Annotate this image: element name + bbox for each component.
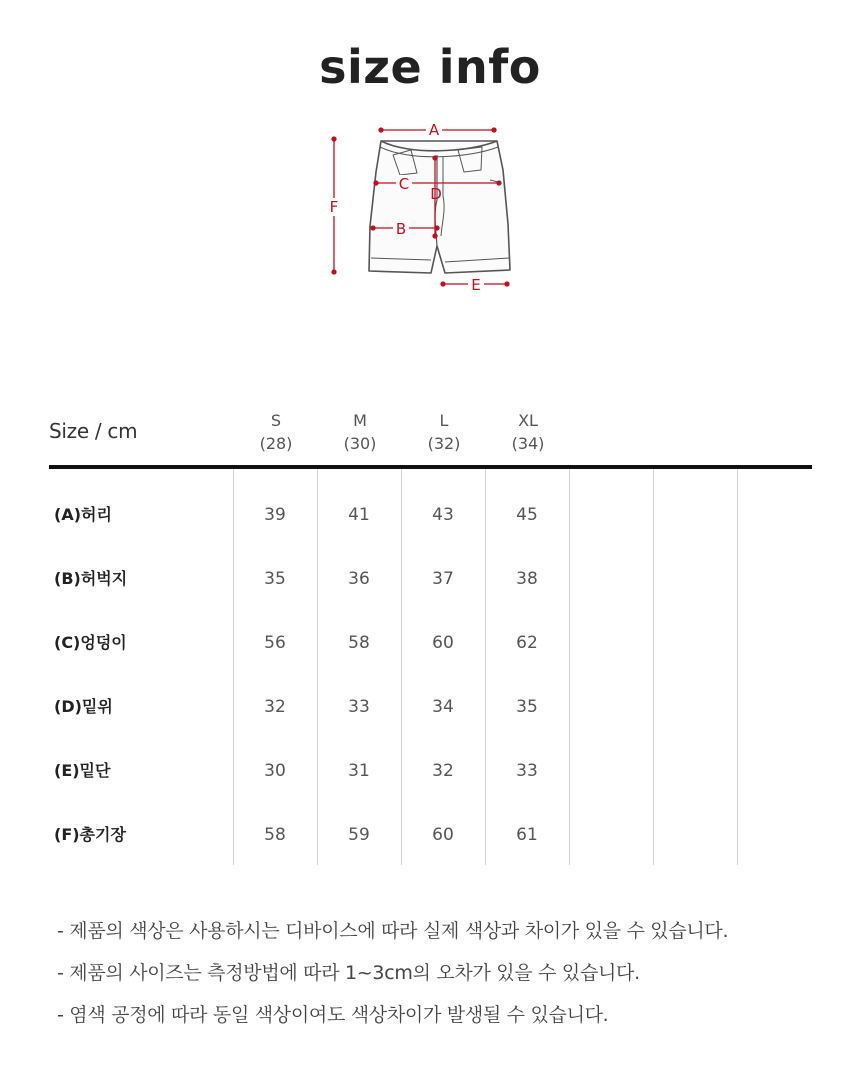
table-cell: 59 [348,825,370,845]
column-alt-size: (30) [343,434,377,453]
table-cell: 62 [516,633,538,653]
label-e: E [471,276,481,294]
table-cell: 33 [348,697,370,717]
column-header-s [234,409,318,455]
note-size-tolerance: - 제품의 사이즈는 측정방법에 따라 1~3cm의 오차가 있을 수 있습니다. [57,962,640,984]
table-cell: 35 [516,697,538,717]
row-label-hip: (C)엉덩이 [54,633,127,652]
table-cell: 41 [348,505,370,525]
table-cell: 39 [264,505,286,525]
table-cell: 30 [264,761,286,781]
shorts-outline-icon [369,141,510,273]
row-label-rise: (D)밑위 [54,697,113,716]
shorts-diagram [318,118,518,298]
column-size: S [270,411,282,430]
label-b: B [395,220,407,238]
column-divider [233,469,234,865]
table-cell: 34 [432,697,454,717]
row-label-total-length: (F)총기장 [54,825,126,844]
table-cell: 36 [348,569,370,589]
notes-list [57,918,728,1044]
column-alt-size: (32) [427,434,461,453]
table-cell: 32 [432,761,454,781]
table-cell: 43 [432,505,454,525]
label-a: A [428,121,440,139]
table-cell: 32 [264,697,286,717]
column-header-m [318,409,402,455]
column-header-l [402,409,486,455]
column-header-xl [486,409,570,455]
table-cell: 58 [264,825,286,845]
column-size: L [439,411,449,430]
table-cell: 31 [348,761,370,781]
label-c: C [398,175,410,193]
page-title: size info [319,40,541,94]
label-f: F [329,198,339,216]
column-alt-size: (28) [259,434,293,453]
header-divider [49,465,812,469]
label-d: D [430,185,442,203]
table-cell: 35 [264,569,286,589]
table-cell: 60 [432,825,454,845]
column-size: M [353,411,367,430]
size-table [49,405,812,865]
column-divider [737,469,738,865]
column-alt-size: (34) [511,434,545,453]
column-divider [485,469,486,865]
table-cell: 60 [432,633,454,653]
column-divider [653,469,654,865]
size-unit-label: Size / cm [49,419,138,443]
table-cell: 56 [264,633,286,653]
table-cell: 61 [516,825,538,845]
column-divider [401,469,402,865]
table-cell: 45 [516,505,538,525]
row-label-waist: (A)허리 [54,505,112,524]
column-divider [569,469,570,865]
row-label-thigh: (B)허벅지 [54,569,128,588]
table-cell: 58 [348,633,370,653]
table-cell: 37 [432,569,454,589]
table-cell: 33 [516,761,538,781]
note-color-difference: - 제품의 색상은 사용하시는 디바이스에 따라 실제 색상과 차이가 있을 수 있습니다. [57,920,729,942]
column-divider [317,469,318,865]
row-label-hem: (E)밑단 [54,761,111,780]
note-dye-process: - 염색 공정에 따라 동일 색상이여도 색상차이가 발생될 수 있습니다. [57,1004,609,1026]
table-cell: 38 [516,569,538,589]
column-size: XL [518,411,538,430]
